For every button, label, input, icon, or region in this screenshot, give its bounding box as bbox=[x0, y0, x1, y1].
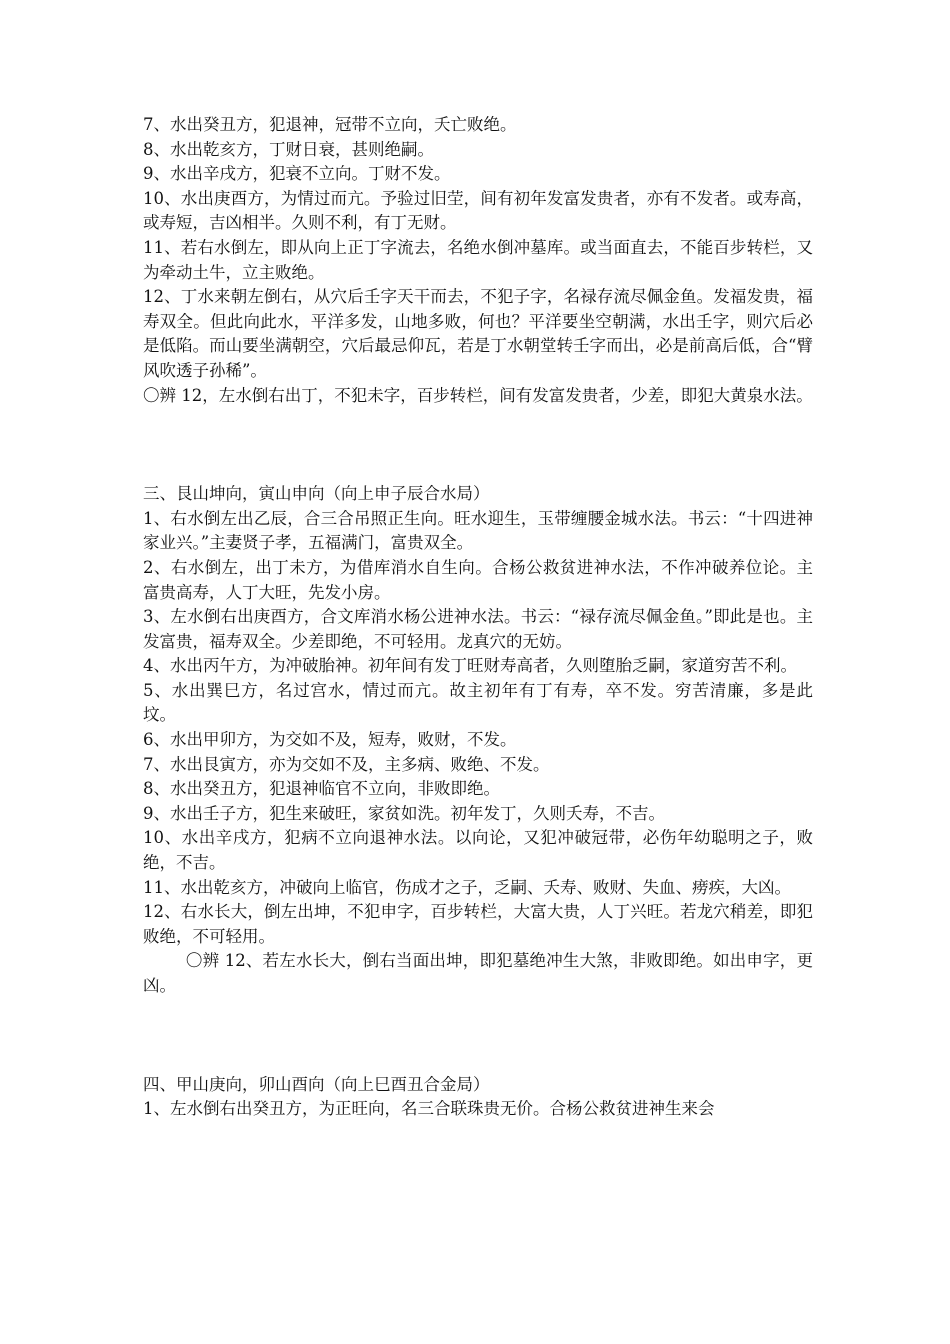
paragraph: 9、水出辛戌方，犯衰不立向。丁财不发。 bbox=[143, 164, 451, 184]
paragraph: 5、水出巽巳方，名过宫水，情过而亢。故主初年有丁有寿，卒不发。穷苦清廉，多是此坟。 bbox=[143, 680, 813, 725]
note-paragraph: 〇辨 12，左水倒右出丁，不犯未字，百步转栏，间有发富发贵者，少差，即犯大黄泉水法。 bbox=[143, 385, 813, 405]
paragraph: 7、水出艮寅方，亦为交如不及，主多病、败绝、不发。 bbox=[143, 754, 550, 774]
paragraph: 4、水出丙午方，为冲破胎神。初年间有发丁旺财寿高者，久则堕胎乏嗣，家道穷苦不利。 bbox=[143, 656, 797, 676]
blank-space bbox=[143, 999, 813, 1073]
paragraph: 1、左水倒右出癸丑方，为正旺向，名三合联珠贵无价。合杨公救贫进神生来会 bbox=[143, 1099, 715, 1119]
paragraph: 12、右水长大，倒左出坤，不犯申字，百步转栏，大富大贵，人丁兴旺。若龙穴稍差，即犯败绝，不可轻用。 bbox=[143, 902, 813, 946]
paragraph: 10、水出庚酉方，为情过而亢。予验过旧茔，间有初年发富发贵者，亦有不发者。或寿高，或寿短，吉凶相半。久则不利，有丁无财。 bbox=[143, 188, 813, 233]
paragraph: 8、水出乾亥方，丁财日衰，甚则绝嗣。 bbox=[143, 139, 434, 159]
section-heading: 四、甲山庚向，卯山酉向（向上巳酉丑合金局） bbox=[143, 1074, 490, 1094]
paragraph: 6、水出甲卯方，为交如不及，短寿，败财，不发。 bbox=[143, 730, 517, 750]
section-heading: 三、艮山坤向，寅山申向（向上申子辰合水局） bbox=[143, 484, 490, 504]
blank-space bbox=[143, 408, 813, 482]
paragraph: 8、水出癸丑方，犯退神临官不立向，非败即绝。 bbox=[143, 779, 500, 799]
document-page bbox=[143, 113, 813, 1122]
paragraph: 3、左水倒右出庚酉方，合文库消水杨公进神水法。书云：“禄存流尽佩金鱼。”即此是也。主发富贵，福寿双全。少差即绝，不可轻用。龙真穴的无妨。 bbox=[143, 607, 813, 651]
paragraph: 11、水出乾亥方，冲破向上临官，伤成才之子，乏嗣、夭寿、败财、失血、痨疾，大凶。 bbox=[143, 877, 791, 897]
paragraph: 2、右水倒左，出丁未方，为借库消水自生向。合杨公救贫进神水法，不作冲破养位论。主富贵高寿，人丁大旺，先发小房。 bbox=[143, 557, 813, 602]
note-paragraph: 〇辨 12、若左水长大，倒右当面出坤，即犯墓绝冲生大煞，非败即绝。如出申字，更凶。 bbox=[143, 951, 813, 995]
paragraph: 12、丁水来朝左倒右，从穴后壬字天干而去，不犯子字，名禄存流尽佩金鱼。发福发贵，福寿双全。但此向此水，平洋多发，山地多败，何也？平洋要坐空朝满，水出壬字，则穴后必是低陷。而山要坐满朝空，穴后最忌仰瓦，若是丁水朝堂转壬字而出，必是前高后低，合“臂风吹透子孙稀”。 bbox=[143, 287, 813, 380]
paragraph: 11、若右水倒左，即从向上正丁字流去，名绝水倒冲墓库。或当面直去，不能百步转栏，又为牵动土牛，立主败绝。 bbox=[143, 237, 813, 282]
paragraph: 1、右水倒左出乙辰，合三合吊照正生向。旺水迎生，玉带缠腰金城水法。书云：“十四进神家业兴。”主妻贤子孝，五福满门，富贵双全。 bbox=[143, 508, 813, 553]
paragraph: 10、水出辛戌方，犯病不立向退神水法。以向论，又犯冲破冠带，必伤年幼聪明之子，败绝，不吉。 bbox=[143, 828, 813, 873]
paragraph: 7、水出癸丑方，犯退神，冠带不立向，夭亡败绝。 bbox=[143, 115, 517, 134]
paragraph: 9、水出壬子方，犯生来破旺，家贫如洗。初年发丁，久则夭寿，不吉。 bbox=[143, 803, 665, 823]
